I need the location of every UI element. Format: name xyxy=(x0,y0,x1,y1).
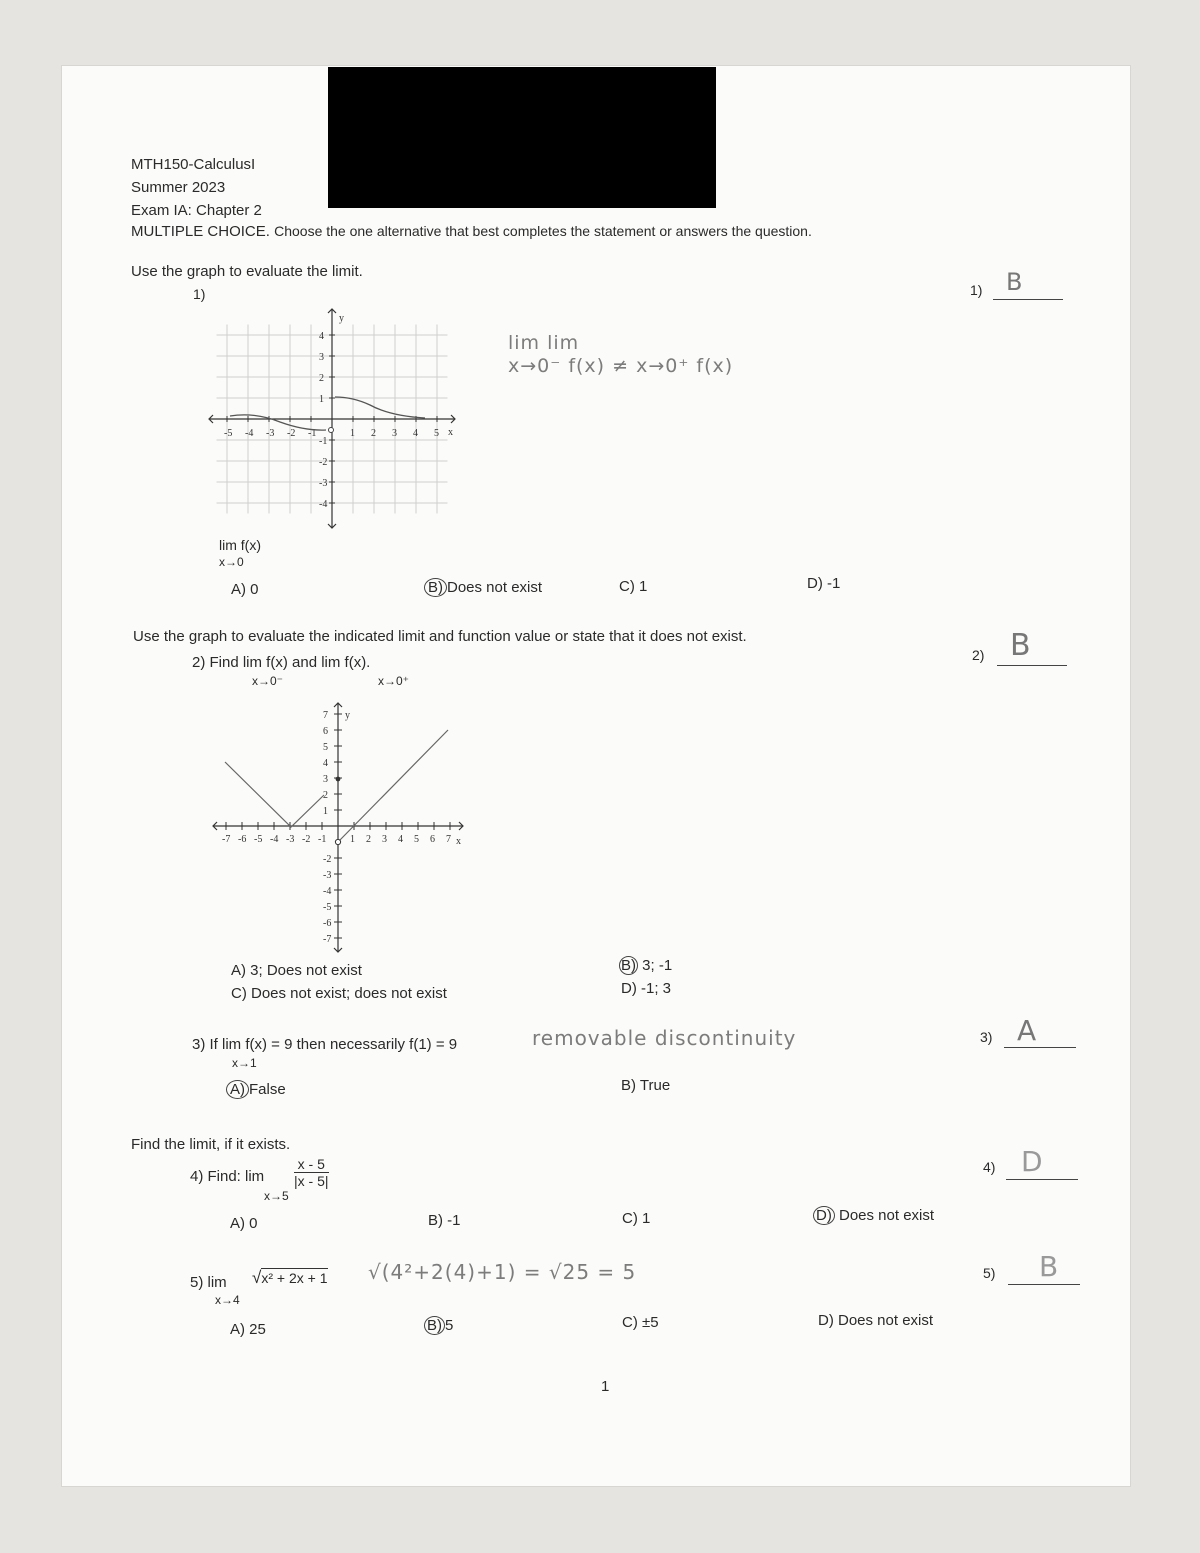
q5-answer-line xyxy=(1008,1284,1080,1285)
graph1-x-label: x xyxy=(448,427,453,438)
graph2-x-label: x xyxy=(456,836,461,847)
q5-choice-b-circled: B) xyxy=(424,1316,445,1335)
graph1-y-tick-label: -3 xyxy=(319,478,328,489)
exam-title: Exam IA: Chapter 2 xyxy=(131,202,262,219)
q5-choice-b[interactable] xyxy=(424,1316,453,1335)
q3-answer-label: 3) xyxy=(980,1029,993,1045)
graph2-y-tick-label: -7 xyxy=(323,934,332,945)
q4-sub: x→5 xyxy=(264,1189,289,1203)
q5-sub: x→4 xyxy=(215,1293,240,1307)
graph1-x-tick-label: -3 xyxy=(266,428,275,439)
q3-choice-b[interactable]: B) True xyxy=(621,1077,671,1094)
mc-title: MULTIPLE CHOICE. xyxy=(131,223,270,240)
graph2-x-tick-label: 6 xyxy=(430,834,435,845)
q2-sub-left: x→0⁻ xyxy=(252,674,284,688)
redacted-name-box xyxy=(328,67,716,208)
q1-limit-sub: x→0 xyxy=(219,555,244,569)
q5-choice-d[interactable]: D) Does not exist xyxy=(818,1312,934,1329)
graph1-open-point xyxy=(329,428,334,433)
course-title: MTH150-CalculusI xyxy=(131,156,256,173)
q4-choice-a[interactable]: A) 0 xyxy=(230,1215,258,1232)
graph2-y-tick-label: -4 xyxy=(323,886,332,897)
q1-handwritten-note-bottom: x→0⁻ f(x) ≠ x→0⁺ f(x) xyxy=(508,355,734,377)
q2-choice-a[interactable]: A) 3; Does not exist xyxy=(231,962,362,979)
q5-answer[interactable]: B xyxy=(1039,1250,1059,1283)
q1-choice-d[interactable]: D) -1 xyxy=(807,575,841,592)
graph1-y-tick-label: -2 xyxy=(319,457,328,468)
graph2-right-branch xyxy=(338,730,448,842)
q4-prompt: 4) Find: lim xyxy=(190,1168,265,1185)
q5-radical xyxy=(252,1268,328,1288)
q3-prompt: 3) If lim f(x) = 9 then necessarily f(1) = 9 xyxy=(192,1036,458,1053)
q2-choice-c[interactable]: C) Does not exist; does not exist xyxy=(231,985,447,1002)
q2-answer[interactable]: B xyxy=(1010,628,1031,663)
graph2-x-tick-label: 7 xyxy=(446,834,451,845)
section1-instruction: Use the graph to evaluate the limit. xyxy=(131,263,363,280)
q4-choice-d-text: Does not exist xyxy=(839,1207,935,1224)
graph1-y-label: y xyxy=(339,313,344,324)
graph2-y-tick-label: -2 xyxy=(323,854,332,865)
graph2-x-tick-label: 2 xyxy=(366,834,371,845)
q4-choice-b[interactable]: B) -1 xyxy=(428,1212,461,1229)
graph1-y-tick-label: 4 xyxy=(319,331,324,342)
q4-choice-d-circled: D) xyxy=(813,1206,835,1225)
graph1-x-tick-label: -5 xyxy=(224,428,233,439)
graph1-x-tick-label: -4 xyxy=(245,428,254,439)
graph2-left-branch xyxy=(225,762,324,827)
graph2-y-tick-label: 2 xyxy=(323,790,328,801)
q5-prompt: 5) lim xyxy=(190,1274,227,1291)
q1-answer-line xyxy=(993,299,1063,300)
graph2-axes xyxy=(213,703,463,952)
graph2-x-tick-label: -6 xyxy=(238,834,247,845)
graph2-x-tick-label: 1 xyxy=(350,834,355,845)
graph2-x-tick-label: -3 xyxy=(286,834,295,845)
q5-handwritten-work: √(4²+2(4)+1) = √25 = 5 xyxy=(368,1260,637,1284)
graph2-x-tick-label: -2 xyxy=(302,834,311,845)
q4-denominator: |x - 5| xyxy=(294,1173,329,1189)
q4-answer-line xyxy=(1006,1179,1078,1180)
graph1-x-tick-label: 4 xyxy=(413,428,418,439)
graph1-x-tick-label: 5 xyxy=(434,428,439,439)
graph2-x-tick-label: -1 xyxy=(318,834,327,845)
q1-graph xyxy=(205,306,465,531)
graph2-y-tick-label: 7 xyxy=(323,710,328,721)
sqrt-symbol-icon: √ xyxy=(252,1268,262,1287)
graph2-y-tick-label: 1 xyxy=(323,806,328,817)
term: Summer 2023 xyxy=(131,179,226,196)
section3-instruction: Find the limit, if it exists. xyxy=(131,1136,291,1153)
q3-answer-line xyxy=(1004,1047,1076,1048)
q5-radicand: x² + 2x + 1 xyxy=(261,1270,328,1286)
q5-choice-b-text: 5 xyxy=(445,1317,454,1334)
section2-instruction: Use the graph to evaluate the indicated limit and function value or state that it does not exist. xyxy=(133,628,747,645)
graph1-y-tick-label: 3 xyxy=(319,352,324,363)
mc-heading xyxy=(131,223,812,240)
graph1-x-tick-label: 3 xyxy=(392,428,397,439)
q2-answer-label: 2) xyxy=(972,647,985,663)
q1-choice-b-circled: B) xyxy=(424,578,447,597)
q2-choice-b[interactable] xyxy=(619,956,672,975)
q2-choice-b-text: 3; -1 xyxy=(638,957,673,974)
graph1-x-tick-label: -1 xyxy=(308,428,317,439)
graph2-x-tick-label: -4 xyxy=(270,834,279,845)
q2-prompt: 2) Find lim f(x) and lim f(x). xyxy=(192,654,371,671)
q2-answer-line xyxy=(997,665,1067,666)
q4-choice-c[interactable]: C) 1 xyxy=(622,1210,651,1227)
q1-number: 1) xyxy=(193,286,206,302)
q1-choice-c[interactable]: C) 1 xyxy=(619,578,648,595)
graph2-y-tick-label: -6 xyxy=(323,918,332,929)
q5-answer-label: 5) xyxy=(983,1265,996,1281)
graph2-x-tick-label: -5 xyxy=(254,834,263,845)
graph2-y-tick-label: -3 xyxy=(323,870,332,881)
q3-handwritten-note: removable discontinuity xyxy=(532,1026,797,1050)
graph2-y-tick-label: 4 xyxy=(323,758,328,769)
graph1-axes xyxy=(209,309,455,528)
q2-choice-b-circled: B) xyxy=(621,957,636,974)
q5-choice-a[interactable]: A) 25 xyxy=(230,1321,266,1338)
q2-graph xyxy=(205,700,475,958)
q1-answer[interactable]: B xyxy=(1006,268,1023,296)
q3-answer[interactable]: A xyxy=(1017,1014,1037,1047)
graph1-y-tick-label: 1 xyxy=(319,394,324,405)
q2-choice-d[interactable]: D) -1; 3 xyxy=(621,980,672,997)
mc-instructions: Choose the one alternative that best completes the statement or answers the question. xyxy=(274,223,812,239)
q5-choice-c[interactable]: C) ±5 xyxy=(622,1314,659,1331)
q4-fraction xyxy=(294,1156,329,1189)
q4-choice-d[interactable] xyxy=(813,1206,934,1225)
graph2-tick-labels xyxy=(222,710,451,945)
q1-handwritten-note-top: lim lim xyxy=(508,332,580,354)
q4-answer[interactable]: D xyxy=(1021,1145,1043,1178)
graph2-x-tick-label: 4 xyxy=(398,834,403,845)
q1-choice-a[interactable]: A) 0 xyxy=(231,581,259,598)
graph1-x-tick-label: 2 xyxy=(371,428,376,439)
graph1-y-tick-label: -4 xyxy=(319,499,328,510)
graph1-x-tick-label: -2 xyxy=(287,428,296,439)
graph1-y-tick-label: -1 xyxy=(319,436,328,447)
graph2-x-tick-label: 3 xyxy=(382,834,387,845)
q2-sub-right: x→0⁺ xyxy=(378,674,410,688)
q1-answer-label: 1) xyxy=(970,282,983,298)
q4-numerator: x - 5 xyxy=(294,1156,329,1173)
q1-choice-b[interactable] xyxy=(424,578,542,597)
graph2-y-tick-label: 6 xyxy=(323,726,328,737)
graph1-y-tick-label: 2 xyxy=(319,373,324,384)
q4-answer-label: 4) xyxy=(983,1159,996,1175)
graph2-x-tick-label: 5 xyxy=(414,834,419,845)
graph1-curve-right xyxy=(335,397,425,418)
q3-choice-a-circled: A) xyxy=(226,1080,249,1099)
graph2-y-tick-label: 3 xyxy=(323,774,328,785)
graph2-y-tick-label: 5 xyxy=(323,742,328,753)
q3-choice-a-text: False xyxy=(249,1081,286,1098)
q3-choice-a[interactable] xyxy=(226,1080,286,1099)
page-number: 1 xyxy=(601,1378,610,1395)
q4-fraction-body xyxy=(294,1156,329,1189)
graph2-open-point xyxy=(335,839,340,844)
q1-choice-b-text: Does not exist xyxy=(447,579,543,596)
q3-sub: x→1 xyxy=(232,1056,257,1070)
graph1-x-tick-label: 1 xyxy=(350,428,355,439)
graph2-filled-point xyxy=(336,777,341,782)
q1-limit: lim f(x) xyxy=(219,537,261,553)
graph2-y-tick-label: -5 xyxy=(323,902,332,913)
graph2-x-tick-label: -7 xyxy=(222,834,231,845)
graph2-y-label: y xyxy=(345,710,350,721)
